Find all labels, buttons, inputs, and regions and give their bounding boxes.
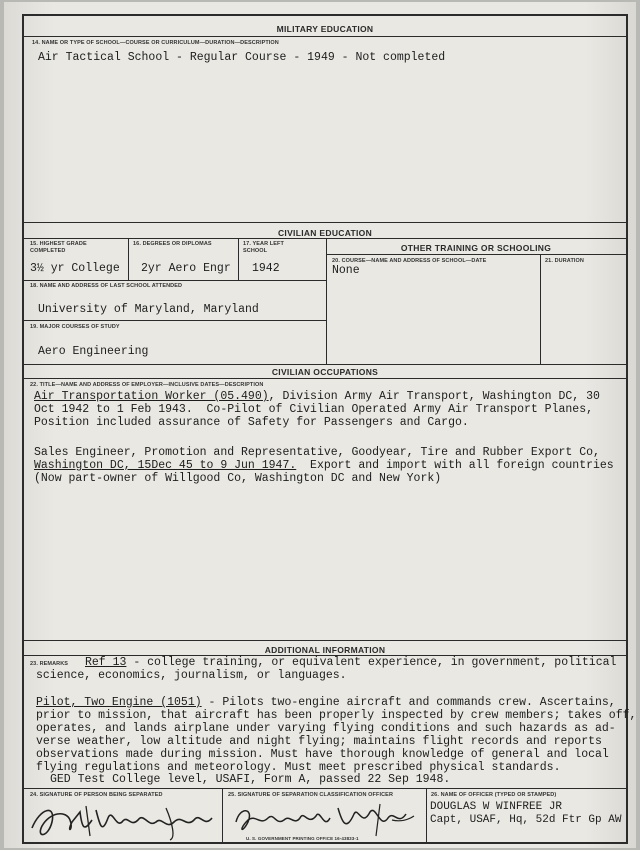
divider — [222, 788, 223, 842]
field-24-label: 24. SIGNATURE OF PERSON BEING SEPARATED — [30, 792, 163, 798]
job1-employer: , Division Army Air Transport, Washington DC, 30 — [268, 390, 600, 403]
divider — [24, 378, 626, 379]
military-education-heading: MILITARY EDUCATION — [276, 24, 374, 34]
job2-description: Export and import with all foreign countries — [296, 459, 614, 472]
civilian-education-heading: CIVILIAN EDUCATION — [277, 228, 373, 238]
divider — [24, 238, 626, 239]
ged-line: GED Test College level, USAFI, Form A, passed 22 Sep 1948. — [50, 773, 451, 786]
divider — [24, 788, 626, 789]
pilot-line1 — [36, 696, 616, 709]
officer-unit: Capt, USAF, Hq, 52d Ftr Gp AW — [430, 814, 622, 826]
field-14-label: 14. NAME OR TYPE OF SCHOOL—COURSE OR CURRICULUM—DURATION—DESCRIPTION — [32, 40, 279, 46]
field-23-label: 23. REMARKS — [30, 661, 69, 667]
field-26-label: 26. NAME OF OFFICER (TYPED OR STAMPED) — [431, 792, 557, 798]
divider — [326, 238, 327, 364]
ref-13: Ref 13 — [85, 656, 127, 669]
pilot-line4: verse weather, low altitude and night flying; maintains flight records and reports — [36, 735, 602, 748]
field-25-label: 25. SIGNATURE OF SEPARATION CLASSIFICATION OFFICER — [228, 792, 394, 798]
divider — [24, 640, 626, 641]
pilot-line2: prior to mission, that aircraft has been properly inspected by crew members; takes off, — [36, 709, 637, 722]
divider — [24, 280, 326, 281]
divider — [24, 320, 326, 321]
job2-dates: Washington DC, 15Dec 45 to 9 Jun 1947. — [34, 459, 297, 472]
job1-line1 — [34, 390, 600, 403]
other-training-value: None — [332, 264, 360, 277]
remarks-line1 — [85, 656, 616, 669]
divider — [238, 238, 239, 280]
divider — [24, 36, 626, 37]
civilian-occupations-heading: CIVILIAN OCCUPATIONS — [271, 367, 379, 377]
pilot-line3: operates, and lands airplane under varying flying conditions and such hazards as ad- — [36, 722, 616, 735]
job2-line3: (Now part-owner of Willgood Co, Washington DC and New York) — [34, 472, 442, 485]
divider — [426, 788, 427, 842]
separated-person-signature — [26, 798, 221, 844]
highest-grade-value: 3½ yr College — [30, 262, 120, 275]
field-16-label: 16. DEGREES OR DIPLOMAS — [133, 241, 212, 247]
divider — [128, 238, 129, 280]
year-left-value: 1942 — [252, 262, 280, 275]
major-courses-value: Aero Engineering — [38, 345, 149, 358]
field-15-label: 15. HIGHEST GRADE COMPLETED — [30, 241, 87, 254]
last-school-value: University of Maryland, Maryland — [38, 303, 259, 316]
field-22-label: 22. TITLE—NAME AND ADDRESS OF EMPLOYER—INCLUSIVE DATES—DESCRIPTION — [30, 382, 264, 388]
divider — [24, 222, 626, 223]
remarks-line1-text: - college training, or equivalent experience, in government, political — [126, 656, 617, 669]
pilot-title: Pilot, Two Engine (1051) — [36, 696, 202, 709]
pilot-line1-text: - Pilots two-engine aircraft and commands crew. Ascertains, — [201, 696, 616, 709]
divider — [540, 254, 541, 364]
divider — [326, 254, 626, 255]
military-school-value: Air Tactical School - Regular Course - 1949 - Not completed — [38, 51, 446, 64]
field-17-label: 17. YEAR LEFT SCHOOL — [243, 241, 284, 254]
pilot-line6: flying regulations and meteorology. Must meet prescribed physical standards. — [36, 761, 561, 774]
job1-line2: Oct 1942 to 1 Feb 1943. Co-Pilot of Civilian Operated Army Air Transport Planes, — [34, 403, 593, 416]
divider — [24, 364, 626, 365]
field-18-label: 18. NAME AND ADDRESS OF LAST SCHOOL ATTENDED — [30, 283, 183, 289]
job2-line1: Sales Engineer, Promotion and Representative, Goodyear, Tire and Rubber Export Co, — [34, 446, 600, 459]
officer-name: DOUGLAS W WINFREE JR — [430, 801, 563, 813]
remarks-line2: science, economics, journalism, or languages. — [36, 669, 347, 682]
job1-line3: Position included assurance of Safety for Passengers and Cargo. — [34, 416, 469, 429]
degrees-value: 2yr Aero Engr — [141, 262, 231, 275]
field-21-label: 21. DURATION — [545, 258, 584, 264]
classification-officer-signature — [230, 800, 420, 840]
field-19-label: 19. MAJOR COURSES OF STUDY — [30, 324, 120, 330]
other-training-heading: OTHER TRAINING OR SCHOOLING — [400, 243, 552, 253]
additional-information-heading: ADDITIONAL INFORMATION — [264, 645, 386, 655]
field-20-label: 20. COURSE—NAME AND ADDRESS OF SCHOOL—DATE — [332, 258, 487, 264]
job2-line2 — [34, 459, 614, 472]
printing-office-imprint: U. S. GOVERNMENT PRINTING OFFICE 16-43833-1 — [246, 836, 359, 841]
pilot-line5: observations made during mission. Must have thorough knowledge of general and local — [36, 748, 609, 761]
job1-title: Air Transportation Worker (05.490) — [34, 390, 269, 403]
